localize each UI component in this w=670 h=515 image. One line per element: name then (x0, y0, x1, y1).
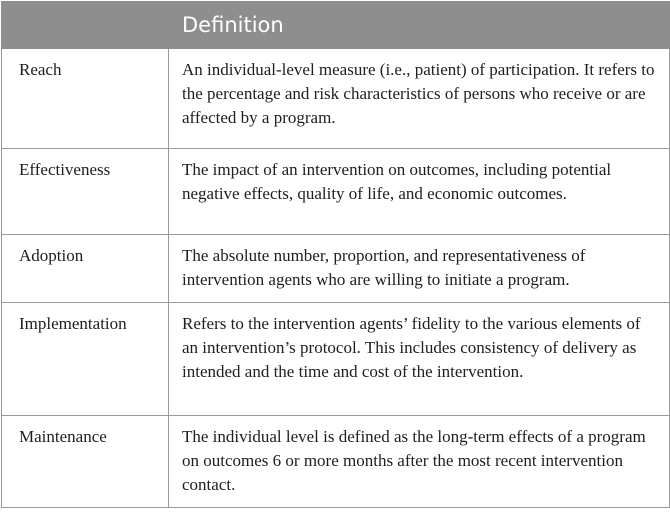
row-term: Reach (2, 49, 169, 149)
row-definition: The individual level is defined as the long-term effects of a program on outcomes 6 or more months after the most recent intervention contact. (169, 416, 670, 508)
row-definition: An individual-level measure (i.e., patient) of participation. It refers to the percentage and risk characteristics of persons who receive or are affected by a program. (169, 49, 670, 149)
row-term: Effectiveness (2, 149, 169, 235)
table-body (2, 49, 670, 508)
row-definition: The absolute number, proportion, and representativeness of intervention agents who are willing to initiate a program. (169, 235, 670, 303)
row-definition: The impact of an intervention on outcomes, including potential negative effects, quality of life, and economic outcomes. (169, 149, 670, 235)
header-row (2, 2, 670, 49)
row-term: Maintenance (2, 416, 169, 508)
definitions-table (1, 1, 670, 508)
header-term (2, 2, 169, 49)
header-definition: Definition (169, 2, 670, 49)
table-row (2, 235, 670, 303)
table-row (2, 416, 670, 508)
definitions-table-container (1, 1, 669, 508)
table-row (2, 149, 670, 235)
table-row (2, 49, 670, 149)
row-term: Adoption (2, 235, 169, 303)
table-header (2, 2, 670, 49)
row-definition: Refers to the intervention agents’ fidelity to the various elements of an intervention’s protocol. This includes consistency of delivery as intended and the time and cost of the intervention. (169, 303, 670, 416)
row-term: Implementation (2, 303, 169, 416)
table-row (2, 303, 670, 416)
